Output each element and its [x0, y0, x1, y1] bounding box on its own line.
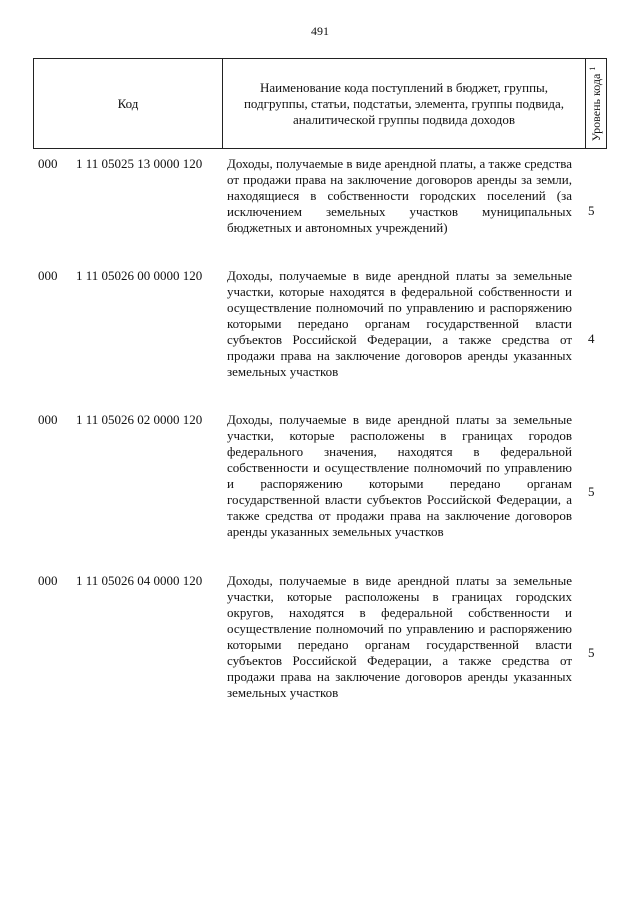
- row-code: 1 11 05026 04 0000 120: [76, 573, 203, 588]
- header-name: Наименование кода поступлений в бюджет, группы, подгруппы, статьи, подстатьи, элемента, группы подвида, аналитической группы подвида доходов: [223, 59, 586, 148]
- row-level: 5: [588, 203, 595, 218]
- row-code: 1 11 05026 02 0000 120: [76, 412, 203, 427]
- row-level: 4: [588, 331, 595, 346]
- row-code: 1 11 05026 00 0000 120: [76, 268, 203, 283]
- row-level: 5: [588, 645, 595, 660]
- header-level-label: [588, 66, 604, 141]
- row-prefix: 000: [38, 412, 58, 427]
- header-code: Код: [34, 59, 223, 148]
- page-number: 491: [311, 24, 329, 38]
- row-name: Доходы, получаемые в виде арендной платы за земельные участки, которые находятся в федеральной собственности и осуществление полномочий по управлению и распоряжению которыми передано органам государственной власти субъектов Российской Федерации, а также средства от продажи права на заключение договоров аренды указанных земельных участков: [227, 268, 572, 379]
- row-prefix: 000: [38, 573, 58, 588]
- row-name: Доходы, получаемые в виде арендной платы за земельные участки, которые расположены в границах городских округов, находятся в федеральной собственности и осуществление полномочий по управлению и распоряжению которыми передано органам государственной власти субъектов Российской Федерации, а также средства от продажи права на заключение договоров аренды указанных земельных участков: [227, 573, 572, 700]
- row-level: 5: [588, 484, 595, 499]
- row-name: Доходы, получаемые в виде арендной платы за земельные участки, которые расположены в границах городов федерального значения, находятся в федеральной собственности и осуществление полномочий по управлению и распоряжению которыми передано органам государственной власти субъектов Российской Федерации, а также средства от продажи права на заключение договоров аренды указанных земельных участков: [227, 412, 572, 539]
- header-level: [586, 59, 606, 148]
- table-header: [33, 58, 607, 149]
- row-prefix: 000: [38, 268, 58, 283]
- row-name: Доходы, получаемые в виде арендной платы, а также средства от продажи права на заключение договоров аренды за земли, находящиеся в собственности городских поселений (за исключением земельных участков муниципальных бюджетных и автономных учреждений): [227, 156, 572, 235]
- row-prefix: 000: [38, 156, 58, 171]
- header-level-text: Уровень кода: [589, 73, 603, 141]
- header-level-footnote: 1: [588, 66, 597, 71]
- row-code: 1 11 05025 13 0000 120: [76, 156, 203, 171]
